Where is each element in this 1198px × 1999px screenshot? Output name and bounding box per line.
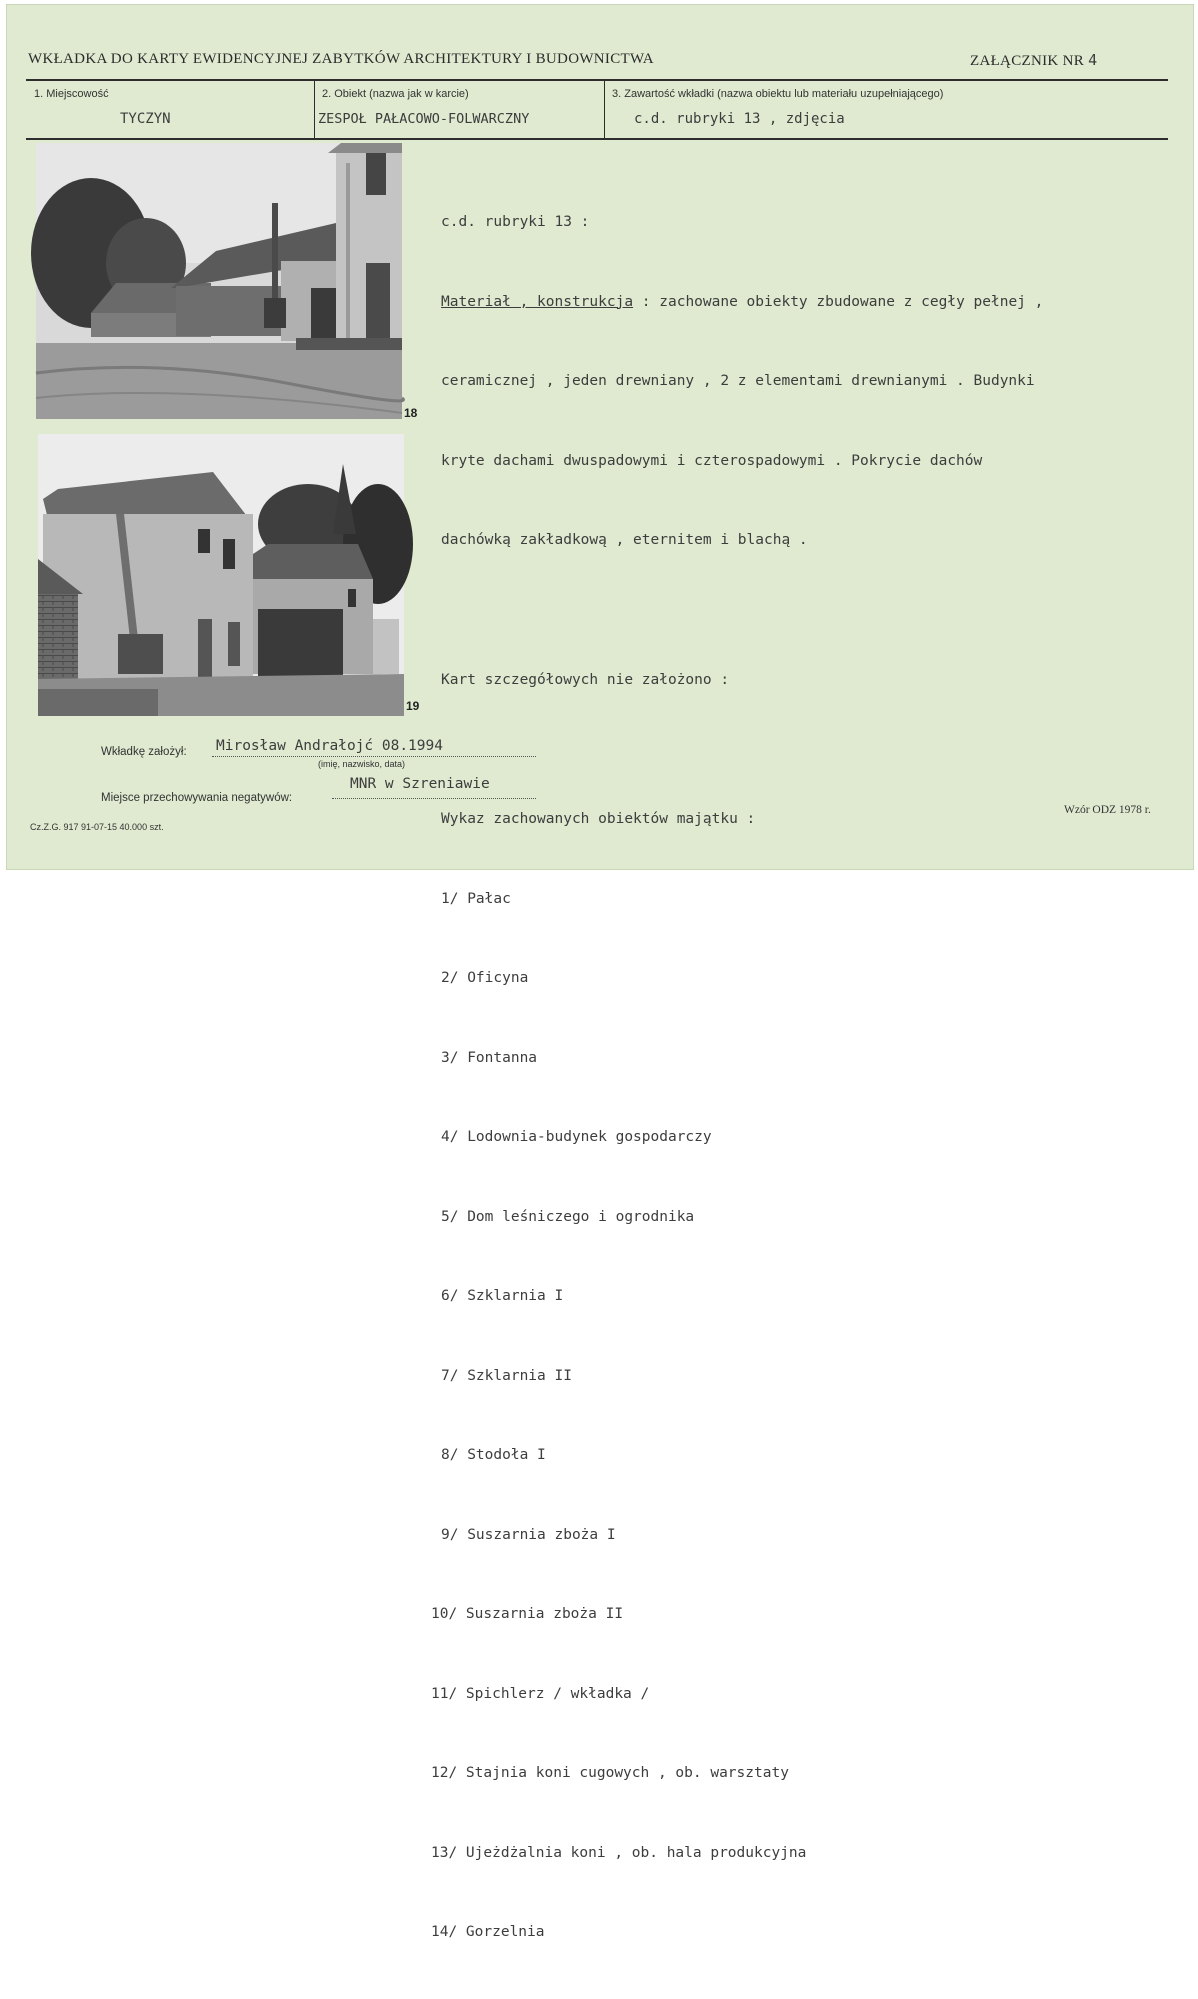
created-by-hint: (imię, nazwisko, data)	[318, 759, 406, 769]
attachment-label	[970, 51, 1097, 70]
object-item: 1/ Pałac	[441, 890, 511, 907]
attachment-label-text: ZAŁĄCZNIK NR	[970, 53, 1085, 69]
record-card	[6, 4, 1194, 1940]
object-item: 4/ Lodownia-budynek gospodarczy	[441, 1129, 712, 1145]
material-rest: : zachowane obiekty zbudowane z cegły pełnej ,	[633, 293, 1044, 310]
object-value: ZESPOŁ PAŁACOWO-FOLWARCZNY	[318, 111, 530, 127]
photo2-number: 19	[406, 699, 420, 713]
negatives-line	[332, 798, 536, 799]
object-item: 10/ Suszarnia zboża II	[431, 1606, 624, 1622]
no-detail-cards-note: Kart szczegółowych nie założono :	[441, 671, 730, 688]
created-by-value: Mirosław Andrałojć 08.1994	[216, 738, 443, 754]
template-label: Wzór ODZ 1978 r.	[1064, 804, 1151, 816]
top-rule	[26, 79, 1168, 81]
objects-heading: Wykaz zachowanych obiektów majątku :	[441, 811, 756, 827]
description-line: ceramicznej , jeden drewniany , 2 z elementami drewnianymi . Budynki	[441, 373, 1035, 389]
object-item: 2/ Oficyna	[441, 970, 529, 986]
content-value: c.d. rubryki 13 , zdjęcia	[634, 111, 845, 127]
object-item: 7/ Szklarnia II	[441, 1367, 572, 1384]
form-title: WKŁADKA DO KARTY EWIDENCYJNEJ ZABYTKÓW ARCHITEKTURY I BUDOWNICTWA	[28, 51, 654, 67]
photo-farm-buildings	[36, 143, 402, 419]
content-label: 3. Zawartość wkładki (nazwa obiektu lub materiału uzupełniającego)	[612, 88, 944, 100]
object-item: 12/ Stajnia koni cugowych , ob. warsztaty	[431, 1765, 789, 1781]
object-item: 5/ Dom leśniczego i ogrodnika	[441, 1208, 695, 1225]
created-by-line	[212, 756, 536, 757]
object-item: 11/ Spichlerz / wkładka /	[431, 1685, 650, 1702]
attachment-number: 4	[1088, 51, 1098, 69]
fields-bottom-rule	[26, 138, 1168, 140]
object-item: 8/ Stodoła I	[441, 1447, 546, 1463]
photo-courtyard-buildings	[38, 434, 404, 716]
field-divider-1	[314, 81, 315, 138]
negatives-label: Miejsce przechowywania negatywów:	[101, 792, 293, 804]
material-heading: Materiał , konstrukcja	[441, 293, 634, 310]
object-item: 13/ Ujeżdżalnia koni , ob. hala produkcyjna	[431, 1844, 807, 1861]
object-label: 2. Obiekt (nazwa jak w karcie)	[322, 88, 469, 100]
description-line: c.d. rubryki 13 :	[441, 214, 590, 230]
object-item: 14/ Gorzelnia	[431, 1924, 545, 1940]
negatives-value: MNR w Szreniawie	[350, 776, 490, 792]
object-item: 3/ Fontanna	[441, 1049, 538, 1066]
description-line: kryte dachami dwuspadowymi i czterospadowymi . Pokrycie dachów	[441, 452, 983, 469]
print-info: Cz.Z.G. 917 91-07-15 40.000 szt.	[30, 822, 164, 832]
location-value: TYCZYN	[120, 111, 171, 127]
location-label: 1. Miejscowość	[34, 88, 109, 100]
description-line-material	[441, 289, 1181, 316]
photo1-number: 18	[404, 406, 418, 420]
field-divider-2	[604, 81, 605, 138]
created-by-label: Wkładkę założył:	[101, 746, 187, 758]
description-line: dachówką zakładkową , eternitem i blachą .	[441, 532, 808, 548]
object-item: 6/ Szklarnia I	[441, 1288, 564, 1304]
object-item: 9/ Suszarnia zboża I	[441, 1526, 616, 1543]
description-text	[431, 156, 1181, 1999]
